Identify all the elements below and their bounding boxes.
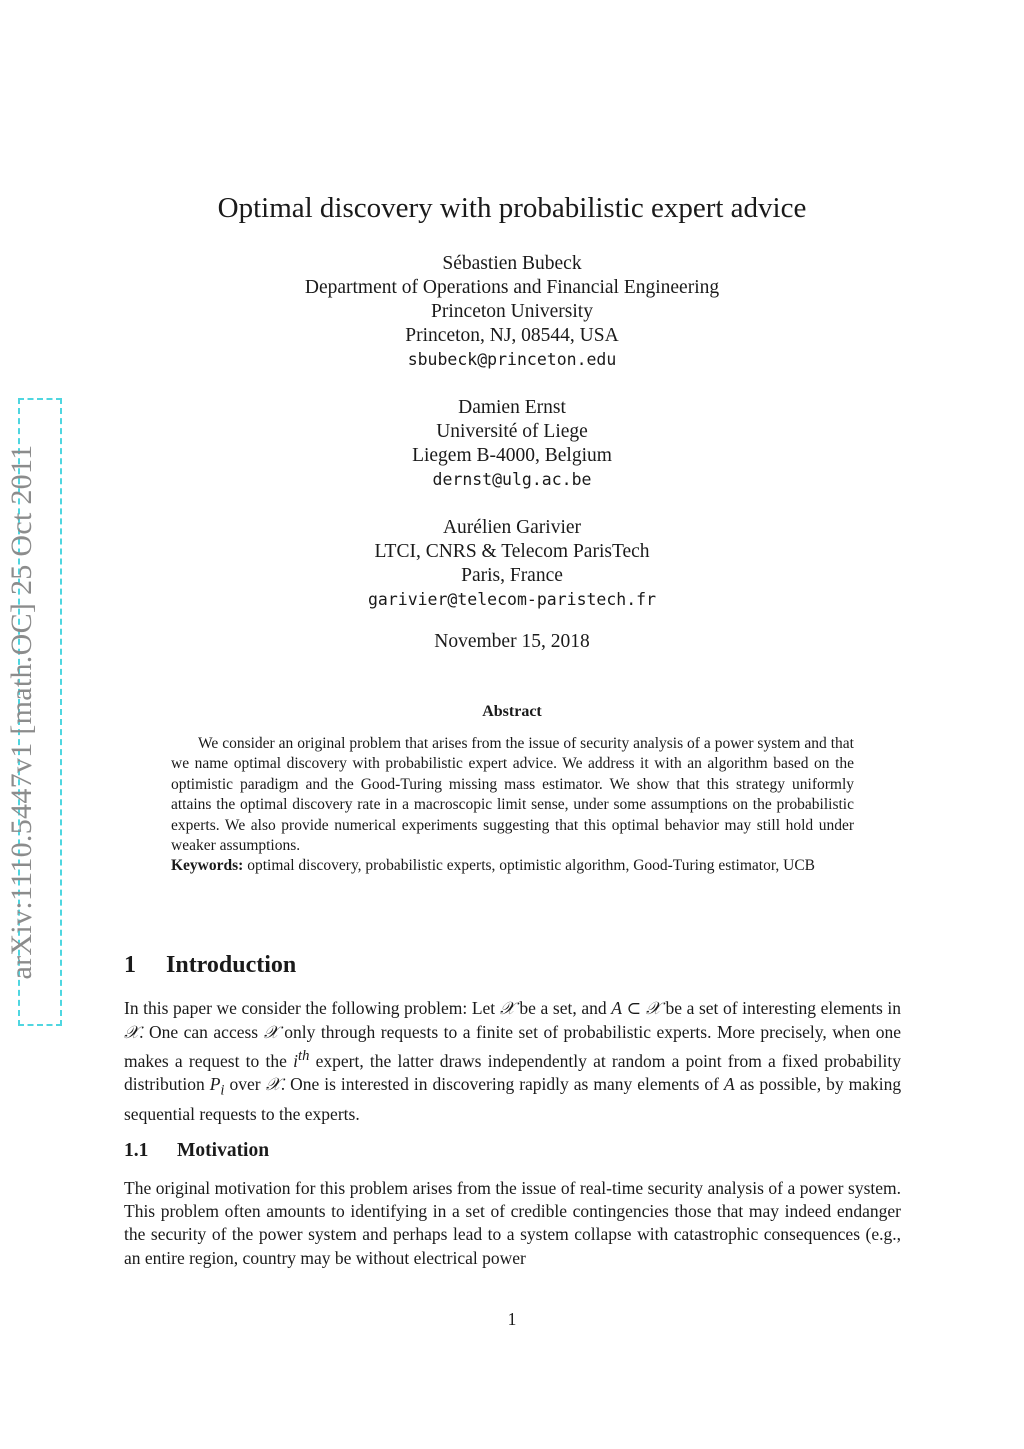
paper-date: November 15, 2018: [434, 631, 590, 652]
author-block-3: [0, 516, 1024, 612]
subsection-number: 1.1: [124, 1140, 149, 1161]
math-symbol: 𝒳: [263, 1023, 279, 1044]
text-run: In this paper we consider the following problem: Let: [124, 998, 496, 1018]
math-superscript: th: [298, 1048, 310, 1065]
author-name: Damien Ernst: [458, 397, 566, 418]
math-symbol: P: [209, 1074, 221, 1095]
page-number: 1: [507, 1309, 517, 1329]
author-name: Aurélien Garivier: [442, 517, 582, 538]
text-run: as possible, by making sequential requests to the experts.: [124, 1074, 902, 1125]
author-email: dernst@ulg.ac.be: [432, 470, 592, 489]
text-run: expert, the latter draws independently at random a point from a fixed probability distribution: [124, 1051, 902, 1095]
author-email: garivier@telecom-paristech.fr: [367, 590, 657, 609]
author-block-1: [0, 252, 1024, 372]
author-name: Sébastien Bubeck: [442, 253, 582, 274]
motivation-paragraph: [124, 1177, 901, 1270]
abstract-text: We consider an original problem that arises from the issue of security analysis of a power system and that we name optimal discovery with probabilistic expert advice. We address it with an algorithm based on the optimistic paradigm and the Good-Turing missing mass estimator. We show that this strategy uniformly attains the optimal discovery rate in a macroscopic limit sense, under some assumptions on the probabilistic experts. We also provide numerical experiments suggesting that this optimal behavior may still hold under weaker assumptions.: [171, 735, 854, 855]
math-subscript: i: [220, 1082, 225, 1099]
text-run: only through requests to a finite set of probabilistic experts. More precisely, when one makes a request to the: [124, 1022, 901, 1072]
abstract: [171, 734, 854, 877]
math-symbol: 𝒳: [265, 1075, 281, 1096]
text-run: be a set, and: [519, 998, 607, 1018]
subsection-heading-motivation: [124, 1139, 269, 1163]
keywords-label: Keywords:: [171, 857, 244, 875]
keywords-list: optimal discovery, probabilistic experts, optimistic algorithm, Good-Turing estimator, UCB: [247, 857, 815, 875]
math-symbol: 𝒳: [124, 1023, 140, 1044]
keywords: [171, 856, 854, 876]
author-affiliation: Department of Operations and Financial Engineering: [304, 277, 720, 298]
author-affiliation: Université of Liege: [436, 421, 588, 442]
text-run: be a set of interesting elements in: [665, 998, 902, 1018]
introduction-paragraph: [124, 997, 901, 1126]
math-symbol: A: [611, 998, 622, 1018]
math-symbol: 𝒳: [645, 999, 661, 1019]
author-affiliation: Princeton, NJ, 08544, USA: [405, 325, 619, 346]
section-heading-introduction: [124, 950, 296, 980]
motivation-text: The original motivation for this problem arises from the issue of real-time security analysis of a power system. This problem often amounts to identifying in a set of credible contingencies those that may indeed endanger the security of the power system and perhaps lead to a system collapse with catastrophic consequences (e.g., an entire region, country may be without electrical power: [124, 1178, 901, 1268]
author-affiliation: Liegem B-4000, Belgium: [412, 445, 612, 466]
author-affiliation: Paris, France: [461, 565, 563, 586]
author-email: sbubeck@princeton.edu: [407, 350, 617, 369]
text-run: . One is interested in discovering rapidly as many elements of: [280, 1074, 720, 1095]
math-symbol: 𝒳: [499, 999, 515, 1019]
text-run: . One can access: [139, 1022, 259, 1043]
author-block-2: [0, 396, 1024, 492]
paper-title: Optimal discovery with probabilistic expert advice: [217, 192, 807, 224]
section-number: 1: [124, 952, 136, 978]
author-affiliation: Princeton University: [431, 301, 593, 322]
arxiv-identifier: arXiv:1110.5447v1 [math.OC] 25 Oct 2011: [5, 444, 38, 980]
math-symbol: ⊂: [626, 998, 642, 1018]
abstract-heading: Abstract: [482, 703, 542, 720]
text-run: over: [229, 1074, 261, 1095]
section-title: Introduction: [166, 952, 297, 978]
subsection-title: Motivation: [177, 1140, 270, 1161]
author-affiliation: LTCI, CNRS & Telecom ParisTech: [374, 541, 650, 562]
math-symbol: i: [293, 1051, 299, 1072]
math-symbol: A: [724, 1074, 735, 1095]
